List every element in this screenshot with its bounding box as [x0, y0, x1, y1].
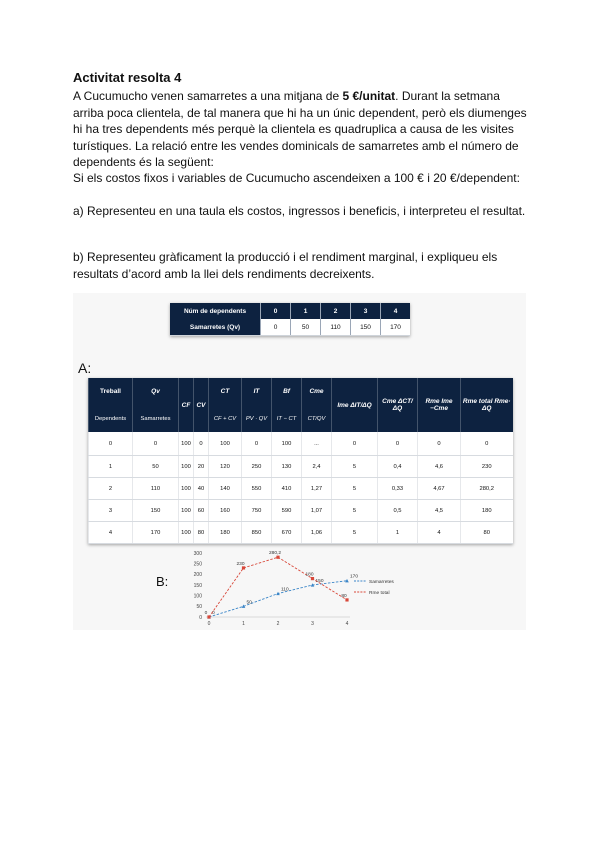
table-cell: 170: [133, 522, 179, 544]
table-cell: 0: [194, 432, 209, 456]
y-tick-label: 50: [196, 604, 202, 611]
table-cell: 80: [194, 522, 209, 544]
series-line: [209, 557, 347, 617]
table-row: [89, 500, 513, 522]
data-label: 50: [246, 600, 252, 606]
table-cell: 5: [332, 522, 378, 544]
col-head: Cme ΔCT/ΔQ: [378, 378, 418, 432]
table-cell: 670: [272, 522, 302, 544]
table-cell: 20: [194, 456, 209, 478]
table-cell: 5: [332, 478, 378, 500]
data-label: 180: [305, 572, 314, 578]
table-cell: 100: [272, 432, 302, 456]
dep-cell: 2: [321, 303, 351, 319]
table-cell: 0,5: [378, 500, 418, 522]
dep-cell: 4: [381, 303, 411, 319]
production-chart: [180, 547, 400, 627]
table-cell: 130: [272, 456, 302, 478]
table-cell: 100: [179, 478, 194, 500]
section-label-b: B:: [156, 574, 169, 589]
col-head: Rme total Rme· ΔQ: [461, 378, 513, 432]
table-cell: 230: [461, 456, 513, 478]
y-tick-label: 150: [193, 582, 202, 589]
table-cell: 0: [418, 432, 461, 456]
col-head: Rme Ime −Cme: [418, 378, 461, 432]
table-cell: 0: [332, 432, 378, 456]
table-cell: 110: [133, 478, 179, 500]
table-cell: 60: [194, 500, 209, 522]
col-head: Qv: [133, 378, 179, 405]
data-label: 170: [350, 574, 359, 580]
x-tick-label: 2: [276, 621, 280, 627]
qty-cell: 50: [291, 319, 321, 336]
y-tick-label: 0: [199, 614, 202, 621]
data-label: 0: [204, 611, 208, 616]
table-cell: 0: [133, 432, 179, 456]
table-cell: 100: [179, 456, 194, 478]
table-cell: 0: [89, 432, 133, 456]
table-cell: 40: [194, 478, 209, 500]
table-row: [89, 478, 513, 500]
dep-cell: 0: [261, 303, 291, 319]
table-cell: 0,33: [378, 478, 418, 500]
dependents-table: [170, 303, 410, 336]
x-tick-label: 1: [242, 621, 245, 627]
table-cell: 750: [242, 500, 272, 522]
statement-text-b: . Durant la setmana arriba poca clientela, de tal manera que hi ha un únic dependent, però els diumenges hi ha tres dependents més perquè la clientela es quadruplica a causa de les visites turístiques. La relació entre les vendes dominicals de samarretes amb el número de dependents és la següent:: [73, 89, 527, 169]
table-cell: 5: [332, 500, 378, 522]
col-head: Treball: [89, 378, 133, 405]
col-head: Cme: [302, 378, 332, 405]
question-a: a) Representeu en una taula els costos, ingressos i beneficis, i interpreteu el resultat.: [73, 204, 526, 218]
header-dependents: Núm de dependents: [170, 303, 261, 319]
col-subhead: Dependents: [89, 405, 133, 432]
data-label: 110: [281, 587, 289, 593]
col-subhead: Samarretes: [133, 405, 179, 432]
table-row: [89, 432, 513, 456]
table-cell: 250: [242, 456, 272, 478]
data-point: [207, 615, 210, 618]
table-cell: 5: [332, 456, 378, 478]
table-cell: 280,2: [461, 478, 513, 500]
qty-cell: 0: [261, 319, 291, 336]
table-cell: 180: [209, 522, 242, 544]
table-row: [89, 456, 513, 478]
table-cell: 3: [89, 500, 133, 522]
y-tick-label: 200: [193, 572, 202, 579]
table-cell: 410: [272, 478, 302, 500]
table-cell: 1,27: [302, 478, 332, 500]
table-cell: 100: [209, 432, 242, 456]
qty-cell: 170: [381, 319, 411, 336]
legend-label: Rme total: [369, 590, 390, 596]
table-cell: 850: [242, 522, 272, 544]
table-cell: 4,5: [418, 500, 461, 522]
x-tick-label: 0: [207, 621, 211, 627]
table-cell: 1: [89, 456, 133, 478]
qty-cell: 110: [321, 319, 351, 336]
dep-cell: 1: [291, 303, 321, 319]
col-head: CF: [179, 378, 194, 432]
section-label-a: A:: [78, 360, 92, 376]
header-samarretes: Samarretes (Qv): [170, 319, 261, 336]
table-cell: 180: [461, 500, 513, 522]
col-subhead: PV · QV: [242, 405, 272, 432]
y-tick-label: 300: [193, 550, 202, 557]
col-head: Ime ΔIT/ΔQ: [332, 378, 378, 432]
costs-table: [88, 378, 513, 544]
question-b: b) Representeu gràficament la producció i el rendiment marginal, i expliqueu els resultats d’acord amb la llei dels rendiments decreixents.: [73, 250, 498, 281]
col-head: CT: [209, 378, 242, 405]
page-title: Activitat resolta 4: [73, 70, 182, 85]
table-cell: 4: [418, 522, 461, 544]
statement-price: 5 €/unitat: [342, 89, 396, 103]
qty-cell: 150: [351, 319, 381, 336]
table-cell: 1: [378, 522, 418, 544]
table-cell: 160: [209, 500, 242, 522]
table-cell: 4,67: [418, 478, 461, 500]
table-cell: 1,06: [302, 522, 332, 544]
table-cell: 0: [378, 432, 418, 456]
statement-text-a: A Cucumucho venen samarretes a una mitjana de: [73, 89, 343, 103]
table-cell: ...: [302, 432, 332, 456]
data-label: 280,2: [268, 551, 282, 557]
table-cell: 0,4: [378, 456, 418, 478]
legend-label: Samarretes: [369, 579, 394, 585]
table-cell: 4: [89, 522, 133, 544]
col-head: Bf: [272, 378, 302, 405]
table-cell: 120: [209, 456, 242, 478]
dep-cell: 3: [351, 303, 381, 319]
table-cell: 100: [179, 432, 194, 456]
table-cell: 50: [133, 456, 179, 478]
table-cell: 0: [461, 432, 513, 456]
col-subhead: IT − CT: [272, 405, 302, 432]
table-cell: 1,07: [302, 500, 332, 522]
table-cell: 2: [89, 478, 133, 500]
table-cell: 590: [272, 500, 302, 522]
x-tick-label: 4: [345, 621, 349, 627]
table-cell: 100: [179, 522, 194, 544]
x-tick-label: 3: [311, 621, 314, 627]
table-cell: 150: [133, 500, 179, 522]
table-cell: 2,4: [302, 456, 332, 478]
y-tick-label: 250: [193, 561, 202, 568]
data-label: 230: [236, 561, 245, 567]
table-cell: 550: [242, 478, 272, 500]
y-tick-label: 100: [193, 593, 202, 600]
col-head: CV: [194, 378, 209, 432]
table-cell: 0: [242, 432, 272, 456]
col-subhead: CT/QV: [302, 405, 332, 432]
costs-statement: Si els costos fixos i variables de Cucumucho ascendeixen a 100 € i 20 €/dependent:: [73, 171, 520, 185]
problem-statement: [73, 88, 528, 171]
table-cell: 100: [179, 500, 194, 522]
data-label: 80: [341, 593, 347, 599]
col-head: IT: [242, 378, 272, 405]
data-label: 0: [212, 611, 215, 616]
table-cell: 80: [461, 522, 513, 544]
series-line: [209, 581, 347, 617]
table-row: [89, 522, 513, 544]
table-cell: 4,6: [418, 456, 461, 478]
col-subhead: CF + CV: [209, 405, 242, 432]
data-label: 150: [315, 579, 324, 584]
table-cell: 140: [209, 478, 242, 500]
